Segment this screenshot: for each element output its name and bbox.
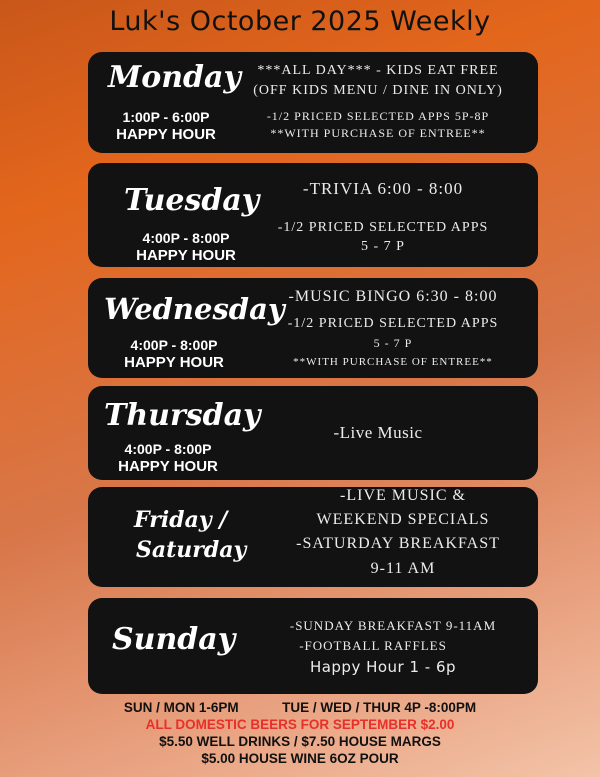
wednesday-happy-hour — [114, 336, 234, 372]
thursday-hh-label: HAPPY HOUR — [118, 458, 218, 475]
sunday-line-3: Happy Hour 1 - 6p — [309, 658, 457, 676]
page-title: Luk's October 2025 Weekly — [109, 6, 491, 37]
monday-line-1: ***ALL DAY*** - KIDS EAT FREE — [257, 63, 499, 78]
wednesday-hh-time: 4:00P - 8:00P — [130, 337, 218, 353]
tuesday-line-2: -1/2 PRICED SELECTED APPS — [277, 220, 489, 235]
footer-hours-tue-thu: TUE / WED / THUR 4P -8:00PM — [282, 700, 477, 715]
sunday-line-2: -FOOTBALL RAFFLES — [299, 638, 447, 653]
thursday-card — [88, 386, 538, 480]
wednesday-hh-label: HAPPY HOUR — [124, 354, 224, 371]
monday-label: Monday — [108, 60, 241, 95]
friday-saturday-line-3: -SATURDAY BREAKFAST — [296, 535, 500, 552]
tuesday-happy-hour — [126, 229, 246, 265]
thursday-label: Thursday — [104, 398, 261, 433]
sunday-card — [88, 598, 538, 694]
sunday-line-1: -SUNDAY BREAKFAST 9-11AM — [289, 618, 497, 633]
footer-hours — [0, 700, 600, 715]
monday-line-3: -1/2 PRICED SELECTED APPS 5P-8P — [266, 109, 490, 123]
saturday-label: Saturday — [136, 537, 247, 563]
monday-hh-time: 1:00P - 6:00P — [122, 109, 210, 125]
footer-beers: ALL DOMESTIC BEERS FOR SEPTEMBER $2.00 — [145, 717, 455, 732]
friday-saturday-line-2: WEEKEND SPECIALS — [316, 511, 490, 528]
thursday-hh-time: 4:00P - 8:00P — [124, 441, 212, 457]
tuesday-hh-time: 4:00P - 8:00P — [142, 230, 230, 246]
footer-hours-sun-mon: SUN / MON 1-6PM — [123, 700, 239, 715]
monday-card — [88, 52, 538, 153]
monday-hh-label: HAPPY HOUR — [116, 126, 216, 143]
friday-saturday-line-1: -LIVE MUSIC & — [340, 487, 466, 504]
friday-saturday-line-4: 9-11 AM — [370, 560, 436, 577]
wednesday-line-1: -MUSIC BINGO 6:30 - 8:00 — [288, 288, 498, 305]
tuesday-line-1: -TRIVIA 6:00 - 8:00 — [302, 179, 464, 198]
wednesday-line-2: -1/2 PRICED SELECTED APPS — [287, 316, 499, 331]
thursday-line-1: -Live Music — [333, 423, 423, 442]
wednesday-card — [88, 278, 538, 378]
sunday-label: Sunday — [112, 622, 236, 657]
wednesday-line-4: **WITH PURCHASE OF ENTREE** — [293, 356, 493, 368]
footer-drinks: $5.50 WELL DRINKS / $7.50 HOUSE MARGS — [159, 734, 441, 749]
wednesday-label: Wednesday — [104, 292, 285, 326]
monday-happy-hour — [106, 108, 226, 144]
tuesday-label: Tuesday — [124, 183, 260, 218]
footer-wine: $5.00 HOUSE WINE 6OZ POUR — [201, 751, 399, 766]
tuesday-card — [88, 163, 538, 267]
friday-label: Friday / — [134, 507, 228, 533]
friday-saturday-card — [88, 487, 538, 587]
tuesday-line-3: 5 - 7 P — [361, 239, 405, 254]
wednesday-line-3: 5 - 7 P — [373, 336, 413, 350]
monday-line-4: **WITH PURCHASE OF ENTREE** — [270, 126, 486, 140]
tuesday-hh-label: HAPPY HOUR — [136, 247, 236, 264]
monday-line-2: (OFF KIDS MENU / DINE IN ONLY) — [253, 83, 503, 98]
thursday-happy-hour — [108, 440, 228, 476]
